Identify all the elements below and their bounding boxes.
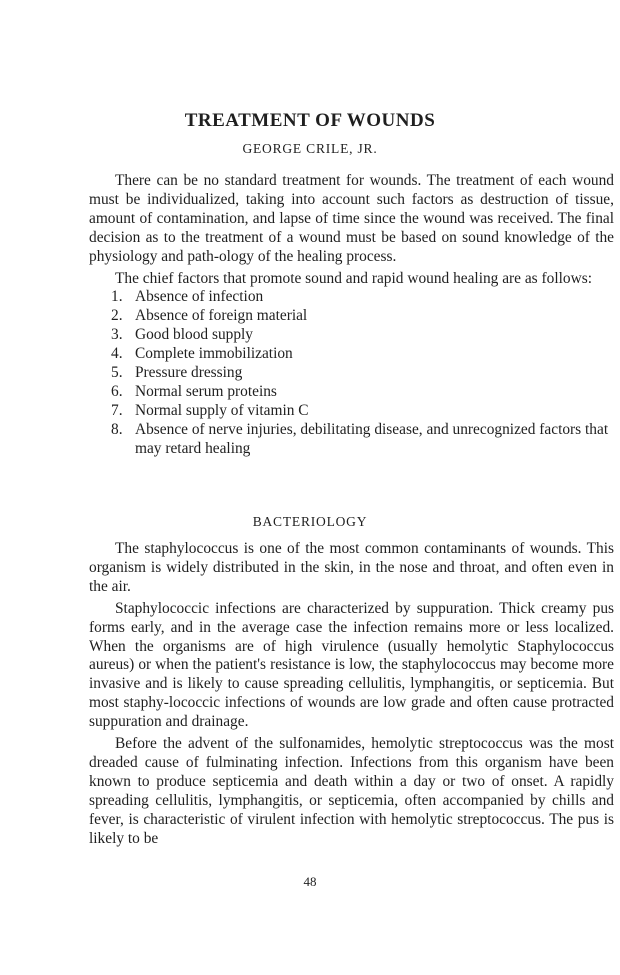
list-item: 1. Absence of infection bbox=[111, 288, 264, 306]
healing-factors-list bbox=[89, 288, 614, 458]
body-paragraph: Staphylococcic infections are characterized by suppuration. Thick creamy pus forms early, and in the average case the infection remains more or less localized. When the organisms are of high virulence (usually hemolytic Staphylococcus aureus) or when the patient's resistance is low, the staphylococcus may become more invasive and is likely to cause spreading cellulitis, lymphangitis, or septicemia. But most staphy-lococcic infections of wounds are low grade and often cause protracted suppuration and drainage. bbox=[89, 599, 614, 731]
body-paragraph: Before the advent of the sulfonamides, hemolytic streptococcus was the most dreaded cause of fulminating infection. Infections from this organism have been known to produce septicemia and death within a day or two of onset. A rapidly spreading cellulitis, lymphangitis, or septicemia, often accompanied by chills and fever, is characteristic of virulent infection with hemolytic streptococcus. The pus is likely to be bbox=[89, 735, 614, 847]
section-heading: BACTERIOLOGY bbox=[252, 514, 368, 529]
list-item: 8. Absence of nerve injuries, debilitating disease, and unrecognized factors that may retard healing bbox=[111, 420, 609, 457]
body-paragraph: The staphylococcus is one of the most common contaminants of wounds. This organism is widely distributed in the skin, in the nose and throat, and often even in the air. bbox=[89, 540, 614, 595]
intro-paragraph: There can be no standard treatment for wounds. The treatment of each wound must be individualized, taking into account such factors as destruction of tissue, amount of contamination, and lapse of time since the wound was received. The final decision as to the treatment of a wound must be based on sound knowledge of the physiology and path-ology of the healing process. bbox=[89, 172, 614, 265]
list-item: 4. Complete immobilization bbox=[111, 345, 293, 363]
list-item: 7. Normal supply of vitamin C bbox=[111, 401, 309, 419]
list-item: 6. Normal serum proteins bbox=[111, 382, 277, 400]
list-item: 3. Good blood supply bbox=[111, 326, 253, 344]
page-number: 48 bbox=[303, 874, 317, 889]
intro-section bbox=[89, 172, 614, 459]
list-item: 2. Absence of foreign material bbox=[111, 307, 308, 325]
article-title: TREATMENT OF WOUNDS bbox=[184, 110, 436, 131]
bacteriology-section bbox=[89, 540, 614, 849]
intro-paragraph: The chief factors that promote sound and rapid wound healing are as follows: bbox=[115, 269, 592, 287]
list-item: 5. Pressure dressing bbox=[111, 364, 243, 382]
article-author: GEORGE CRILE, JR. bbox=[242, 141, 378, 156]
